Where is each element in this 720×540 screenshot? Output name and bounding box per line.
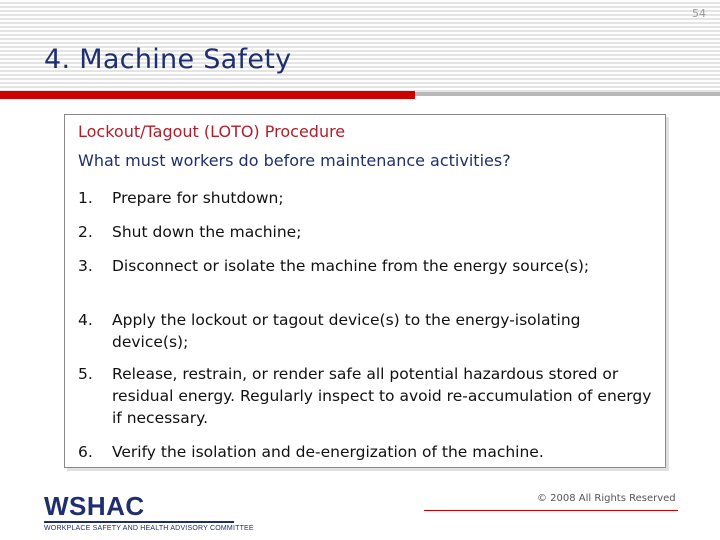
logo-rule	[44, 521, 234, 523]
procedure-heading: Lockout/Tagout (LOTO) Procedure	[78, 122, 346, 141]
procedure-question: What must workers do before maintenance activities?	[78, 151, 511, 170]
logo-wordmark: WSHAC	[44, 491, 145, 521]
content-box	[64, 114, 666, 468]
title-underline-red	[0, 91, 415, 99]
title-underline-gray	[415, 92, 720, 96]
step-text: Apply the lockout or tagout device(s) to the energy-isolating device(s);	[112, 311, 581, 351]
step-number: 1.	[78, 189, 93, 207]
step-text: Disconnect or isolate the machine from the energy source(s);	[112, 257, 590, 275]
step-number: 2.	[78, 223, 93, 241]
page-number: 54	[692, 7, 706, 20]
step-number: 6.	[78, 443, 93, 461]
copyright-notice: © 2008 All Rights Reserved	[537, 493, 676, 504]
step-text: Release, restrain, or render safe all potential hazardous stored or residual energy. Regularly inspect to avoid re-accumulation of energy if necessary.	[112, 365, 652, 427]
wshac-logo	[44, 491, 254, 532]
step-number: 4.	[78, 311, 93, 329]
step-number: 3.	[78, 257, 93, 275]
step-number: 5.	[78, 365, 93, 383]
step-text: Prepare for shutdown;	[112, 189, 284, 207]
step-text: Verify the isolation and de-energization of the machine.	[112, 443, 544, 461]
step-text: Shut down the machine;	[112, 223, 302, 241]
footer-rule	[424, 510, 678, 511]
logo-subtitle: WORKPLACE SAFETY AND HEALTH ADVISORY COMMITTEE	[44, 525, 254, 532]
slide-title: 4. Machine Safety	[44, 44, 292, 75]
